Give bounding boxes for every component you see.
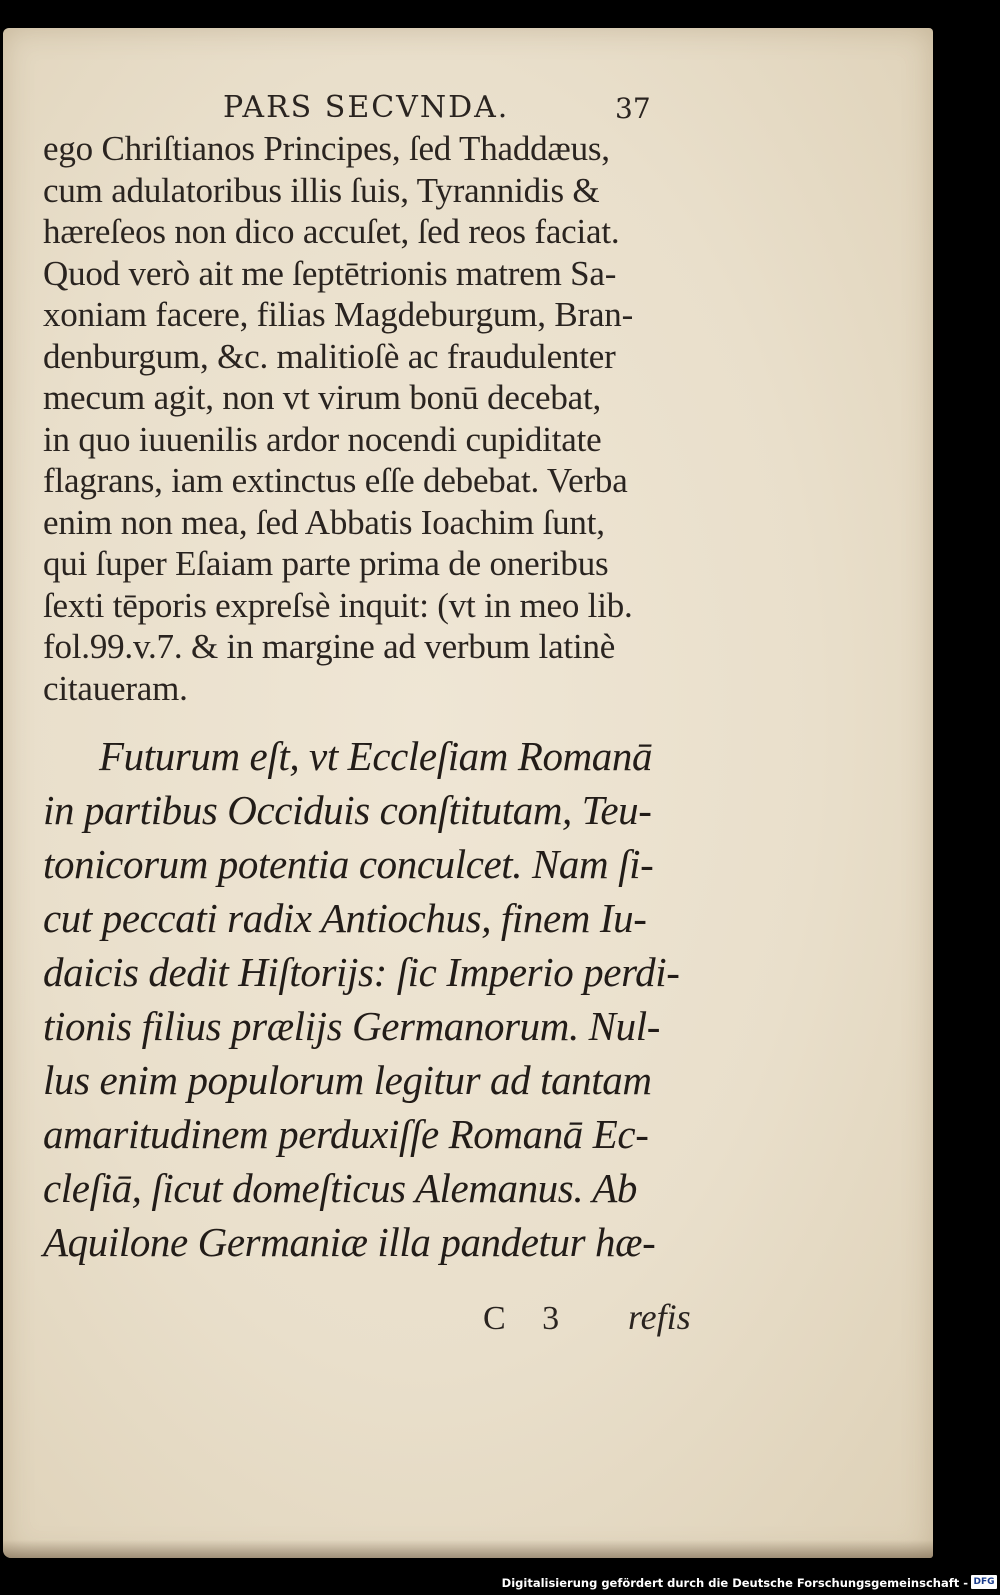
funding-credit: Digitalisierung gefördert durch die Deutsche Forschungsgemeinschaft -: [501, 1576, 968, 1590]
book-page: [3, 28, 933, 1558]
text-line: citaueram.: [43, 668, 188, 708]
text-line: hæreſeos non dico accuſet, ſed reos faciat.: [43, 212, 620, 251]
page-number: 37: [615, 92, 651, 125]
text-line: denburgum, &c. malitioſè ac fraudulenter: [43, 336, 616, 376]
quote-line: cleſiā, ſicut domeſticus Alemanus. Ab: [43, 1165, 638, 1211]
text-line: xoniam facere, filias Magdeburgum, Bran-: [43, 295, 634, 334]
paragraph-gap: [43, 709, 703, 729]
quote-line: Futurum eſt, vt Eccleſiam Romanā: [99, 733, 653, 779]
quote-line: amaritudinem perduxiſſe Romanā Ec-: [43, 1111, 649, 1157]
quote-line: lus enim populorum legitur ad tantam: [43, 1057, 652, 1103]
page-body: [43, 128, 703, 1269]
footer-bar: [0, 1572, 1000, 1595]
text-line: cum adulatoribus illis ſuis, Tyrannidis &: [43, 170, 600, 210]
text-line: qui ſuper Eſaiam parte prima de oneribus: [43, 544, 609, 583]
text-line: mecum agit, non vt virum bonū decebat,: [43, 378, 602, 417]
text-line: ſexti tēporis expreſsè inquit: (vt in meo lib.: [43, 585, 633, 625]
text-line: in quo iuuenilis ardor nocendi cupiditate: [43, 419, 602, 459]
text-line: enim non mea, ſed Abbatis Ioachim ſunt,: [43, 502, 605, 542]
quote-line: Aquilone Germaniæ illa pandetur hæ-: [43, 1219, 656, 1265]
signature-mark: C 3: [483, 1300, 574, 1337]
catchword: refis: [628, 1297, 691, 1337]
dfg-logo-icon: DFG: [971, 1575, 997, 1589]
text-line: ego Chriſtianos Principes, ſed Thaddæus,: [43, 129, 610, 168]
text-line: Quod verò ait me ſeptētrionis matrem Sa-: [43, 253, 617, 293]
quote-line: daicis dedit Hiſtorijs: ſic Imperio perdi-: [43, 949, 680, 995]
text-line: fol.99.v.7. & in margine ad verbum latinè: [43, 627, 616, 666]
quote-line: in partibus Occiduis conſtitutam, Teu-: [43, 787, 652, 833]
quote-line: tonicorum potentia conculcet. Nam ſi-: [43, 841, 654, 887]
running-head: PARS SECVNDA.: [223, 90, 510, 125]
quote-line: tionis filius prælijs Germanorum. Nul-: [43, 1003, 660, 1049]
text-line: flagrans, iam extinctus eſſe debebat. Verba: [43, 461, 628, 500]
quote-line: cut peccati radix Antiochus, finem Iu-: [43, 895, 647, 941]
